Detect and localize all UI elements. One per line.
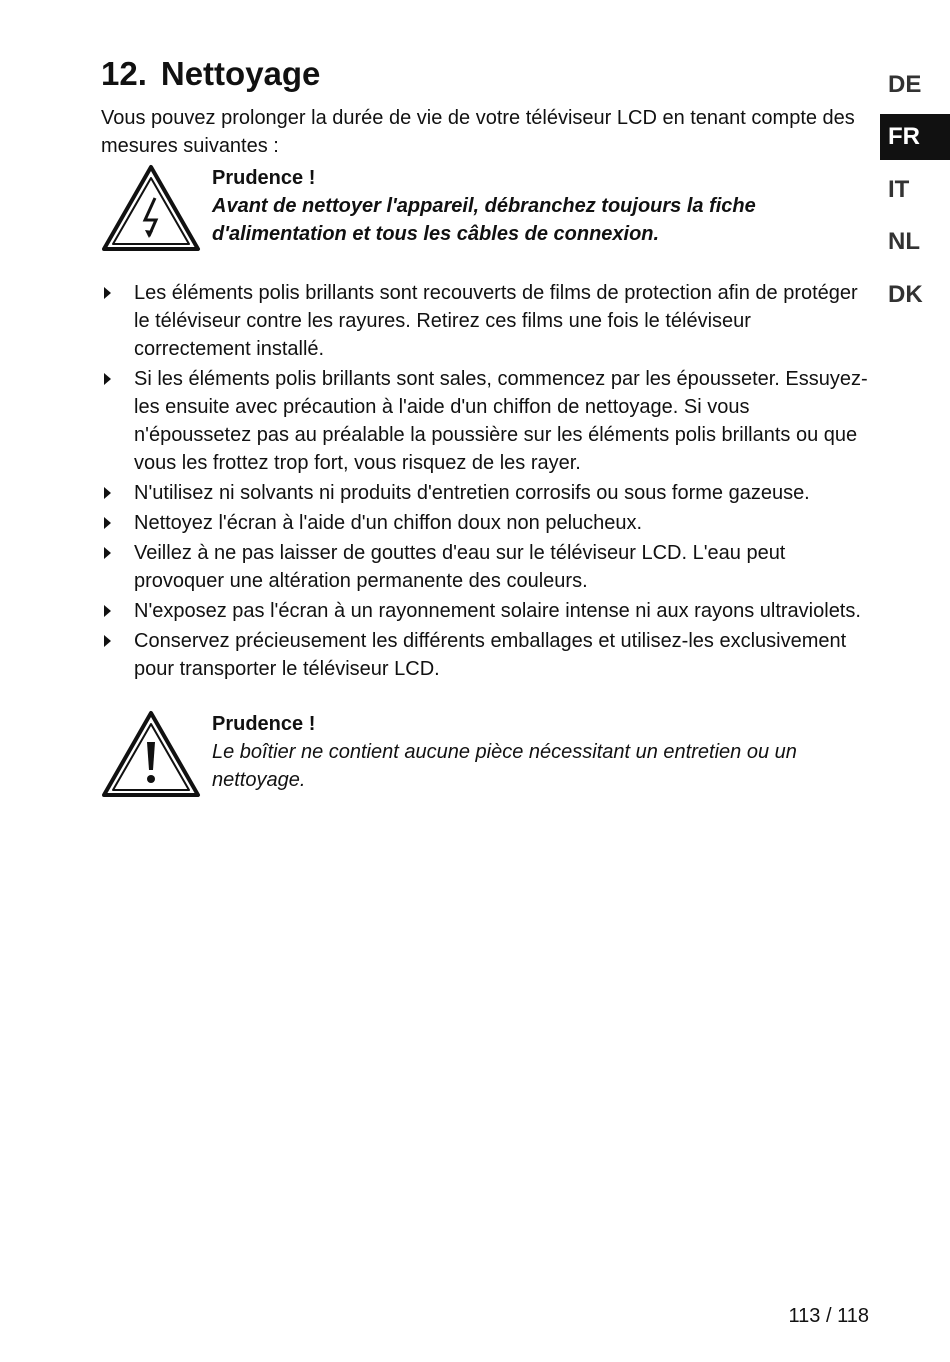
warning-2-text: [212, 710, 862, 794]
warning-2-heading: Prudence !: [212, 713, 316, 735]
cleaning-instructions-list: [101, 279, 871, 685]
list-item: N'exposez pas l'écran à un rayonnement solaire intense ni aux rayons ultraviolets.: [101, 597, 871, 625]
bullet-arrow-icon: [104, 547, 111, 559]
list-item: Si les éléments polis brillants sont sales, commencez par les épousseter. Essuyez-les ensuite avec précaution à l'aide d'un chiffon de nettoyage. Si vous n'époussetez pas au préalable la poussière sur les éléments polis brillants ou que vous les frottez trop fort, vous risquez de les rayer.: [101, 365, 871, 477]
list-item: Nettoyez l'écran à l'aide d'un chiffon doux non pelucheux.: [101, 509, 871, 537]
list-item: Les éléments polis brillants sont recouverts de films de protection afin de protéger le téléviseur contre les rayures. Retirez ces films une fois le téléviseur correctement installé.: [101, 279, 871, 363]
intro-text: Vous pouvez prolonger la durée de vie de votre téléviseur LCD en tenant compte des mesures suivantes :: [101, 107, 855, 157]
bullet-arrow-icon: [104, 635, 111, 647]
section-heading: Nettoyage: [160, 55, 321, 92]
electric-hazard-icon: [101, 164, 201, 252]
tab-lang-de[interactable]: DE: [888, 71, 922, 98]
warning-1-body: Avant de nettoyer l'appareil, débranchez toujours la fiche d'alimentation et tous les câbles de connexion.: [212, 195, 756, 245]
exclamation-warning-icon: [101, 710, 201, 798]
warning-1-heading: Prudence !: [212, 167, 316, 189]
bullet-arrow-icon: [104, 517, 111, 529]
bullet-arrow-icon: [104, 487, 111, 499]
list-item: Conservez précieusement les différents emballages et utilisez-les exclusivement pour transporter le téléviseur LCD.: [101, 627, 871, 683]
warning-box-2: [101, 710, 871, 800]
list-item: N'utilisez ni solvants ni produits d'entretien corrosifs ou sous forme gazeuse.: [101, 479, 871, 507]
list-item: Veillez à ne pas laisser de gouttes d'eau sur le téléviseur LCD. L'eau peut provoquer une altération permanente des couleurs.: [101, 539, 871, 595]
bullet-arrow-icon: [104, 605, 111, 617]
page-number: 113 / 118: [788, 1305, 869, 1327]
tab-lang-fr[interactable]: FR: [880, 114, 950, 160]
section-title: [101, 56, 320, 92]
tab-lang-it[interactable]: IT: [888, 176, 910, 203]
warning-box-1: [101, 164, 871, 254]
tab-lang-nl[interactable]: NL: [888, 228, 920, 255]
bullet-arrow-icon: [104, 373, 111, 385]
tab-lang-dk[interactable]: DK: [888, 281, 923, 308]
section-number: 12.: [101, 55, 147, 92]
warning-1-text: [212, 164, 862, 248]
bullet-arrow-icon: [104, 287, 111, 299]
warning-2-body: Le boîtier ne contient aucune pièce nécessitant un entretien ou un nettoyage.: [212, 741, 797, 791]
